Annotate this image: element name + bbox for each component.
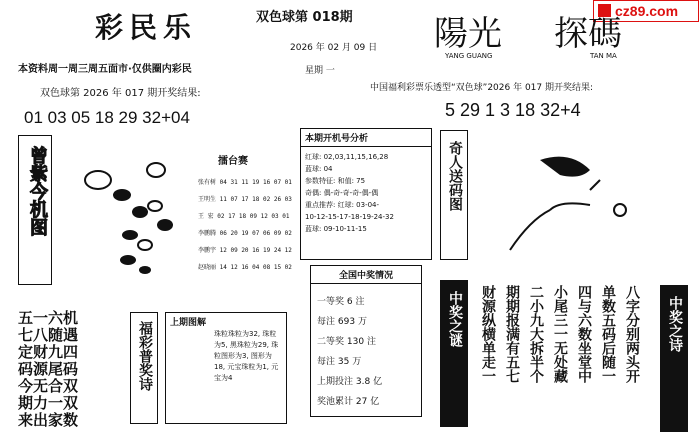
right-winning-numbers: 5 29 1 3 18 32+4 bbox=[445, 100, 581, 120]
prize-row: 二等奖 130 注 bbox=[317, 337, 376, 347]
prize-box bbox=[310, 265, 422, 417]
poem-left: 五一六机 七八随遇 定财九四 码源尾码 今无合双 期力一双 来出家数 bbox=[18, 309, 79, 429]
left-result-label: 双色球第 2026 年 017 期开奖结果: bbox=[40, 88, 201, 99]
prize-row: 一等奖 6 注 bbox=[317, 297, 365, 307]
right-logo-pinyin-2: TAN MA bbox=[590, 52, 617, 60]
right-logo-title-2: 探碼 bbox=[554, 14, 622, 54]
leitai-row: 王 宏 02 17 18 09 12 03 01 bbox=[198, 213, 290, 220]
intro-line: 本资料周一周三周五面市·仅供圈内彩民 bbox=[18, 64, 192, 75]
poem-left-side: 福彩普奖诗 bbox=[130, 312, 158, 424]
leitai-table bbox=[198, 150, 298, 290]
leitai-row: 赵晓丽 14 12 16 04 08 15 02 bbox=[198, 264, 292, 271]
last-issue-text: 珠粒珠粒为32, 珠粒为5, 黑珠粒为29, 珠粒图形为3, 图形为18, 元宝珠粒为1, 元宝为4 bbox=[214, 330, 279, 382]
left-winning-numbers: 01 03 05 18 29 32+04 bbox=[24, 108, 190, 127]
poem-left-side2: 中奖之谜 bbox=[440, 280, 468, 427]
side-title-mid: 奇人送码图 bbox=[440, 130, 468, 260]
right-result-label: 中国福利彩票乐透型“双色球”2026 年 017 期开奖结果: bbox=[370, 83, 594, 93]
right-logo-title-1: 陽光 bbox=[434, 14, 502, 54]
leitai-row: 王明生 11 07 17 18 02 26 03 bbox=[198, 196, 292, 203]
side-title-left: 曾紫今机图 bbox=[18, 135, 52, 285]
analysis-title: 本期开机号分析 bbox=[301, 129, 431, 147]
last-issue-title: 上期图解 bbox=[170, 318, 207, 328]
prize-row: 奖池累计 27 亿 bbox=[317, 397, 380, 407]
right-logo-pinyin-1: YANG GUANG bbox=[445, 52, 493, 60]
analysis-lines: 红球: 02,03,11,15,16,28 蓝球: 04 参数特征: 和值: 75 奇偶: 偶-奇-奇-奇-偶-偶 重点推荐: 红球: 03-04- 10-12-15-17-18-19-24-32 蓝球: 09-10-11-15 bbox=[305, 153, 394, 233]
left-logo: 彩民乐 bbox=[95, 11, 198, 44]
poem-right: 八字分别两头开 单数五码后随一 四与六数坐堂中 小尾三一无处藏 二小九大拆半个 期期报满有五七 财源纵横单走一 bbox=[480, 285, 640, 383]
weekday: 星期 一 bbox=[305, 66, 335, 76]
prize-title: 全国中奖情况 bbox=[311, 266, 421, 284]
issue-date: 2026 年 02 月 09 日 bbox=[290, 43, 378, 53]
watermark-text: cz89.com bbox=[615, 3, 679, 19]
last-issue-box bbox=[165, 312, 287, 424]
lucky-objects-drawing bbox=[60, 150, 190, 300]
prize-row: 每注 35 万 bbox=[317, 357, 362, 367]
prize-row: 上期投注 3.8 亿 bbox=[317, 377, 383, 387]
poem-right-side: 中奖之诗 bbox=[660, 285, 688, 432]
leitai-row: 李鹏腾 06 20 19 07 06 09 02 bbox=[198, 230, 292, 237]
analysis-box bbox=[300, 128, 432, 260]
leitai-title: 擂台赛 bbox=[218, 156, 248, 167]
leitai-row: 张有树 04 31 11 19 16 07 01 bbox=[198, 179, 292, 186]
issue-title: 双色球第 018期 bbox=[256, 10, 353, 25]
bird-on-branch-drawing bbox=[470, 130, 670, 270]
prize-row: 每注 693 万 bbox=[317, 317, 367, 327]
leitai-row: 李鹏宇 12 09 20 16 19 24 12 bbox=[198, 247, 292, 254]
